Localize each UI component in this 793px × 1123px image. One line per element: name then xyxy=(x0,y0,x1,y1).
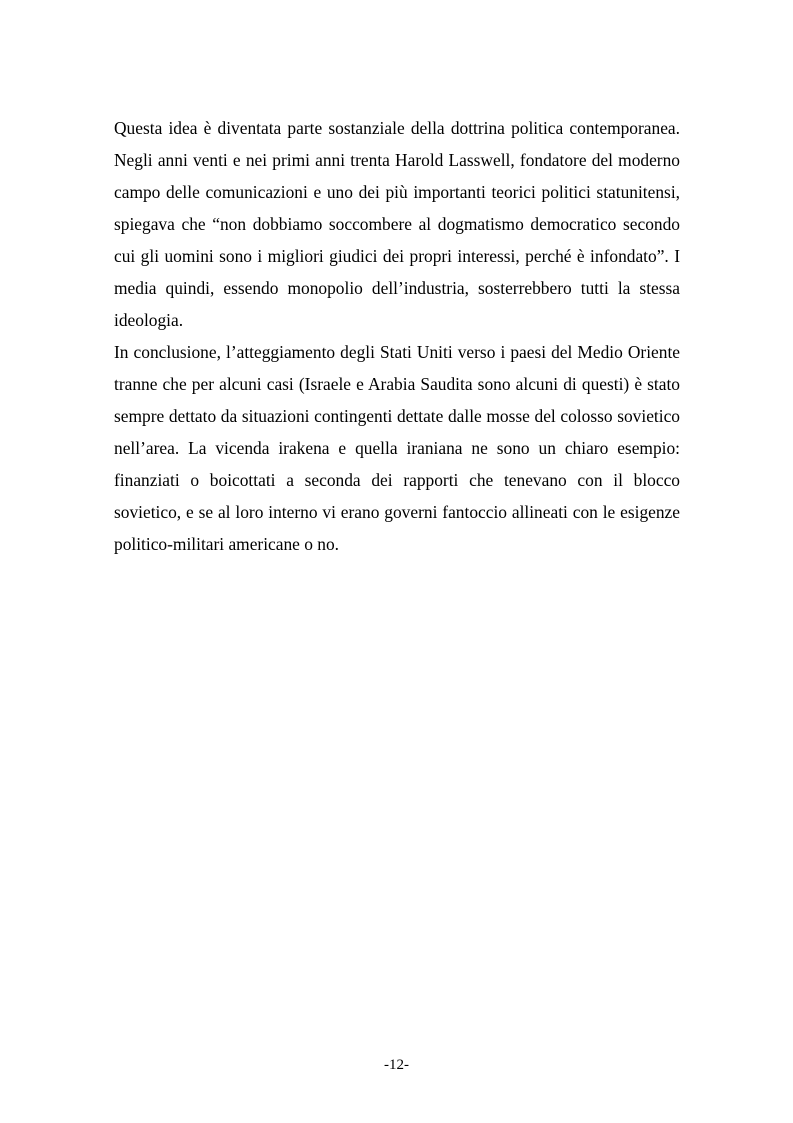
paragraph-conclusion: In conclusione, l’atteggiamento degli Stati Uniti verso i paesi del Medio Oriente tranne che per alcuni casi (Israele e Arabia Saudita sono alcuni di questi) è stato sempre dettato da situazioni contingenti dettate dalle mosse del colosso sovietico nell’area. La vicenda irakena e quella iraniana ne sono un chiaro esempio: finanziati o boicottati a seconda dei rapporti che tenevano con il blocco sovietico, e se al loro interno vi erano governi fantoccio allineati con le esigenze politico-militari americane o no. xyxy=(114,342,680,554)
paragraph-lasswell: Questa idea è diventata parte sostanziale della dottrina politica contemporanea. Negli anni venti e nei primi anni trenta Harold Lasswell, fondatore del moderno campo delle comunicazioni e uno dei più importanti teorici politici statunitensi, spiegava che “non dobbiamo soccombere al dogmatismo democratico secondo cui gli uomini sono i migliori giudici dei propri interessi, perché è infondato”. I media quindi, essendo monopolio dell’industria, sosterrebbero tutti la stessa ideologia. xyxy=(114,118,680,330)
page-number: -12- xyxy=(384,1057,409,1073)
body-text xyxy=(114,112,680,560)
